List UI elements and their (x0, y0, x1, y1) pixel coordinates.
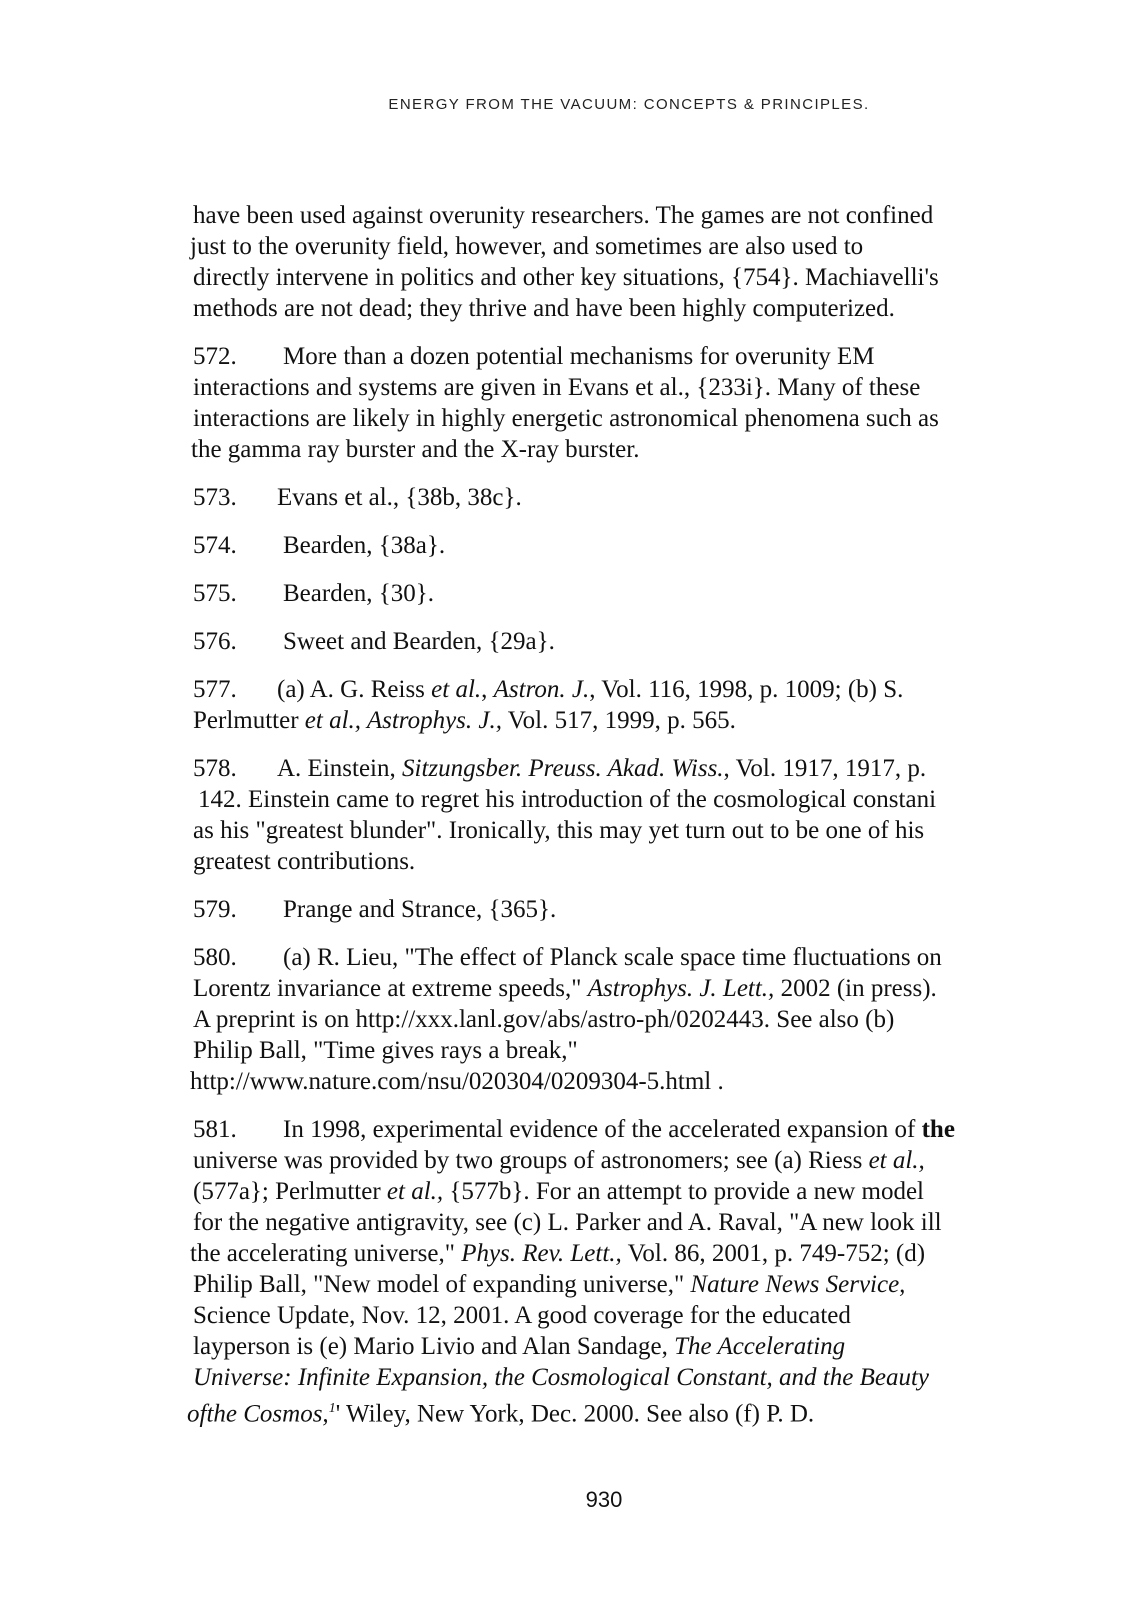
running-head (0, 96, 1138, 113)
note-text: Bearden, {30}. (283, 580, 435, 607)
text-line: directly intervene in politics and other key situations, {754}. Machiavelli's (193, 264, 939, 291)
book-title: The Accelerating (674, 1333, 846, 1360)
note-number: 572. (193, 343, 237, 370)
text-line: for the negative antigravity, see (c) L. Parker and A. Raval, "A new look ill (193, 1209, 942, 1236)
text-run: A. Einstein, (277, 755, 402, 782)
note-574 (193, 530, 1053, 561)
note-580 (190, 942, 1053, 1097)
page-body (187, 200, 1053, 1446)
note-number: 573. (193, 484, 237, 511)
text-run: layperson is (e) Mario Livio and Alan Sandage, (193, 1333, 675, 1360)
text-run: , Vol. 1917, 1917, p. (723, 755, 927, 782)
note-576 (193, 626, 1053, 657)
note-number: 578. (193, 755, 237, 782)
note-number: 577. (193, 676, 237, 703)
note-text: Prange and Strance, {365}. (283, 896, 557, 923)
text-run: Vol. 86, 2001, p. 749-752; (d) (621, 1240, 926, 1267)
text-run: 2002 (in press). (774, 975, 937, 1002)
text-line: greatest contributions. (193, 848, 416, 875)
note-578 (193, 753, 1053, 877)
text-line: Science Update, Nov. 12, 2001. A good coverage for the educated (193, 1302, 851, 1329)
text-line: interactions are likely in highly energetic astronomical phenomena such as (193, 405, 939, 432)
text-line: 142. Einstein came to regret his introduction of the cosmological constani (198, 786, 937, 813)
note-number: 580. (193, 944, 237, 971)
text-line: have been used against overunity researchers. The games are not confined (193, 202, 934, 229)
text-run: Philip Ball, "New model of expanding universe," (193, 1271, 691, 1298)
note-number: 579. (193, 896, 237, 923)
journal-title: Phys. Rev. Lett., (461, 1240, 622, 1267)
text-line: methods are not dead; they thrive and have been highly computerized. (193, 295, 895, 322)
text-run: the accelerating universe," (190, 1240, 462, 1267)
text-line: the gamma ray burster and the X-ray burster. (191, 436, 640, 463)
text-run: (577a}; Perlmutter (193, 1178, 387, 1205)
note-number: 574. (193, 532, 237, 559)
note-579 (193, 894, 1053, 925)
text-line: Philip Ball, "Time gives rays a break," (193, 1037, 578, 1064)
text-line: interactions and systems are given in Evans et al., {233i}. Many of these (193, 374, 921, 401)
journal-title: et al., Astrophys. J., (304, 707, 502, 734)
text-run: In 1998, experimental evidence of the accelerated expansion of (283, 1116, 922, 1143)
text-run-italic: et al. (431, 676, 482, 703)
note-575 (193, 578, 1053, 609)
text-run: ' (335, 1400, 341, 1428)
text-run: {577b}. For an attempt to provide a new model (443, 1178, 925, 1205)
note-text: Evans et al., {38b, 38c}. (277, 484, 522, 511)
page-number (0, 1487, 1138, 1513)
text-line: A preprint is on http://xxx.lanl.gov/abs/astro-ph/0202443. See also (b) (193, 1006, 895, 1033)
text-run: Vol. 517, 1999, p. 565. (502, 707, 736, 734)
book-title: Universe: Infinite Expansion, the Cosmological Constant, and the Beauty (193, 1364, 929, 1391)
journal-title: Astrophys. J. Lett., (587, 975, 775, 1002)
book-title: ofthe Cosmos, (187, 1400, 329, 1428)
text-line: (a) R. Lieu, "The effect of Planck scale space time fluctuations on (283, 944, 942, 971)
text-run: Wiley, New York, Dec. 2000. See also (f) P. D. (340, 1400, 815, 1428)
note-581 (187, 1114, 1053, 1429)
continuation-paragraph (190, 200, 1053, 324)
text-line: http://www.nature.com/nsu/020304/0209304-5.html . (190, 1068, 724, 1095)
text-run: Lorentz invariance at extreme speeds," (193, 975, 588, 1002)
text-run: , Vol. 116, 1998, p. 1009; (b) S. (589, 676, 904, 703)
text-run: (a) A. G. Reiss (277, 676, 432, 703)
note-text: Sweet and Bearden, {29a}. (283, 628, 555, 655)
note-572 (193, 341, 1053, 465)
running-head-text: ENERGY FROM THE VACUUM: CONCEPTS & PRINCIPLES. (388, 96, 870, 113)
text-line: More than a dozen potential mechanisms for overunity EM (283, 343, 875, 370)
note-number: 575. (193, 580, 237, 607)
text-run: , (481, 676, 494, 703)
note-number: 581. (193, 1116, 237, 1143)
text-line: as his "greatest blunder". Ironically, this may yet turn out to be one of his (193, 817, 925, 844)
superscript-mark: 1 (328, 1401, 336, 1416)
note-number: 576. (193, 628, 237, 655)
source-title: Nature News Service, (690, 1271, 906, 1298)
text-run-bold: the (921, 1116, 955, 1143)
note-text: Bearden, {38a}. (283, 532, 446, 559)
text-run: Perlmutter (193, 707, 305, 734)
journal-title: Sitzungsber. Preuss. Akad. Wiss. (402, 755, 724, 782)
page-number-text: 930 (585, 1487, 623, 1512)
text-run: universe was provided by two groups of astronomers; see (a) Riess (193, 1147, 869, 1174)
text-run-italic: et al., (868, 1147, 925, 1174)
note-577 (193, 674, 1053, 736)
text-line: just to the overunity field, however, and sometimes are also used to (190, 233, 864, 260)
note-573 (193, 482, 1053, 513)
journal-title: Astron. J. (493, 676, 590, 703)
text-run-italic: et al., (386, 1178, 444, 1205)
